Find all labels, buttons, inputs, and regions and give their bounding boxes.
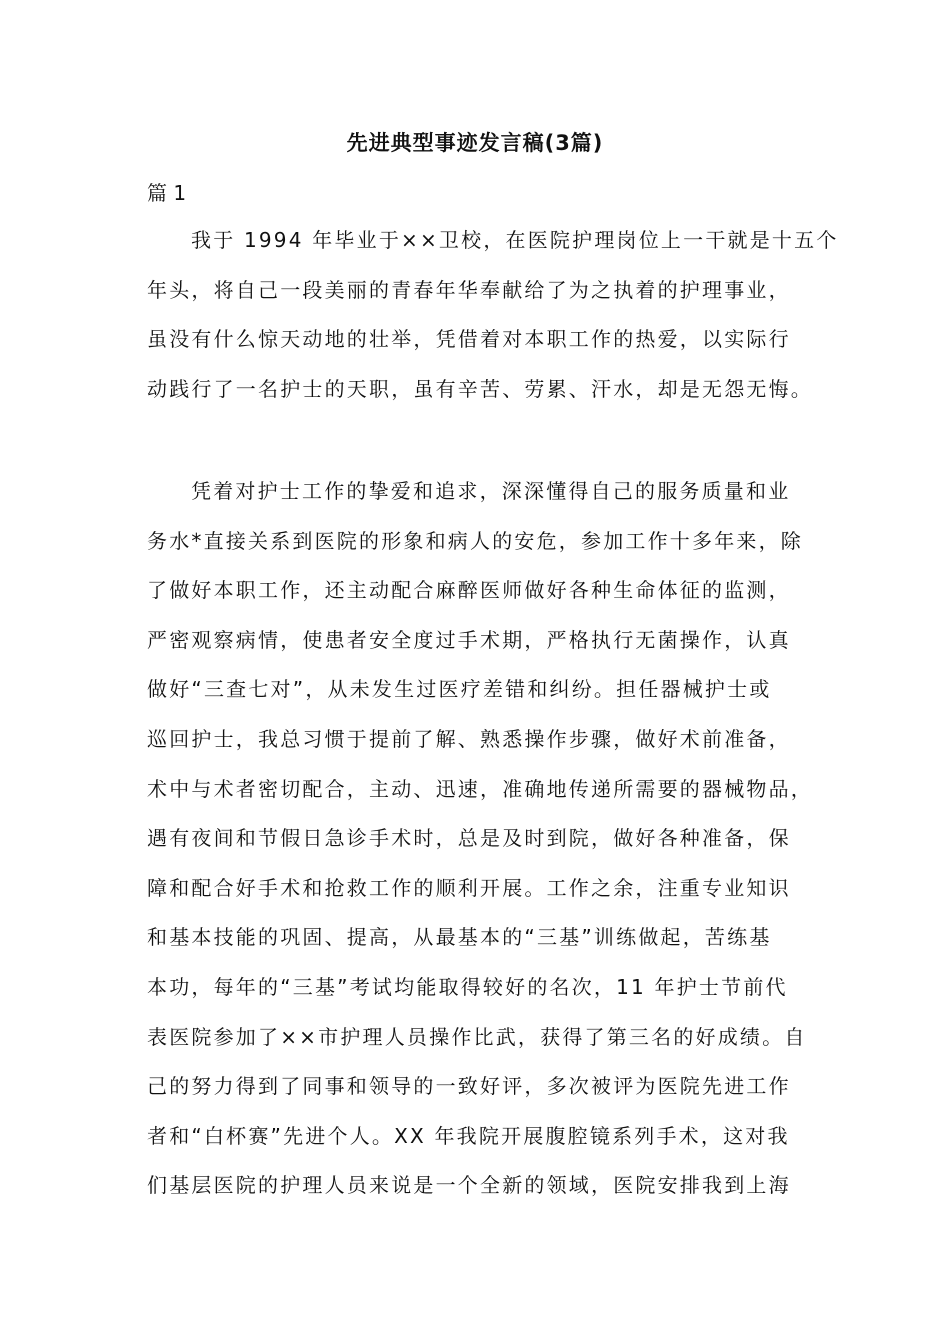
paragraph-line: 了做好本职工作，还主动配合麻醉医师做好各种生命体征的监测， <box>147 578 791 603</box>
paragraph-line: 虽没有什么惊天动地的壮举，凭借着对本职工作的热爱，以实际行 <box>147 327 791 352</box>
paragraph-line: 做好“三查七对”，从未发生过医疗差错和纠纷。担任器械护士或 <box>147 677 772 702</box>
document-title: 先进典型事迹发言稿(3篇) <box>346 131 604 155</box>
paragraph-line: 表医院参加了××市护理人员操作比武，获得了第三名的好成绩。自 <box>147 1024 807 1049</box>
paragraph-line: 务水*直接关系到医院的形象和病人的安危，参加工作十多年来，除 <box>147 528 803 553</box>
paragraph-line: 障和配合好手术和抢救工作的顺利开展。工作之余，注重专业知识 <box>147 875 791 900</box>
paragraph-2 <box>147 467 817 1211</box>
paragraph-line: 遇有夜间和节假日急诊手术时，总是及时到院，做好各种准备，保 <box>147 826 791 851</box>
paragraph-line: 本功，每年的“三基”考试均能取得较好的名次，11 年护士节前代 <box>147 974 788 999</box>
paragraph-line: 年头，将自己一段美丽的青春年华奉献给了为之执着的护理事业， <box>147 277 791 302</box>
section-label: 篇 1 <box>147 181 187 205</box>
paragraph-1 <box>147 216 839 414</box>
paragraph-line: 们基层医院的护理人员来说是一个全新的领域，医院安排我到上海 <box>147 1173 791 1198</box>
paragraph-line: 术中与术者密切配合，主动、迅速，准确地传递所需要的器械物品， <box>147 776 813 801</box>
paragraph-line: 严密观察病情，使患者安全度过手术期，严格执行无菌操作，认真 <box>147 627 791 652</box>
paragraph-line: 凭着对护士工作的挚爱和追求，深深懂得自己的服务质量和业 <box>191 479 791 503</box>
paragraph-line: 者和“白杯赛”先进个人。XX 年我院开展腹腔镜系列手术，这对我 <box>147 1123 790 1148</box>
paragraph-line: 动践行了一名护士的天职，虽有辛苦、劳累、汗水，却是无怨无悔。 <box>147 376 813 401</box>
paragraph-line: 我于 1994 年毕业于××卫校，在医院护理岗位上一干就是十五个 <box>191 228 839 252</box>
paragraph-line: 和基本技能的巩固、提高，从最基本的“三基”训练做起，苦练基 <box>147 925 772 950</box>
paragraph-line: 巡回护士，我总习惯于提前了解、熟悉操作步骤，做好术前准备， <box>147 726 791 751</box>
paragraph-line: 己的努力得到了同事和领导的一致好评，多次被评为医院先进工作 <box>147 1074 791 1099</box>
